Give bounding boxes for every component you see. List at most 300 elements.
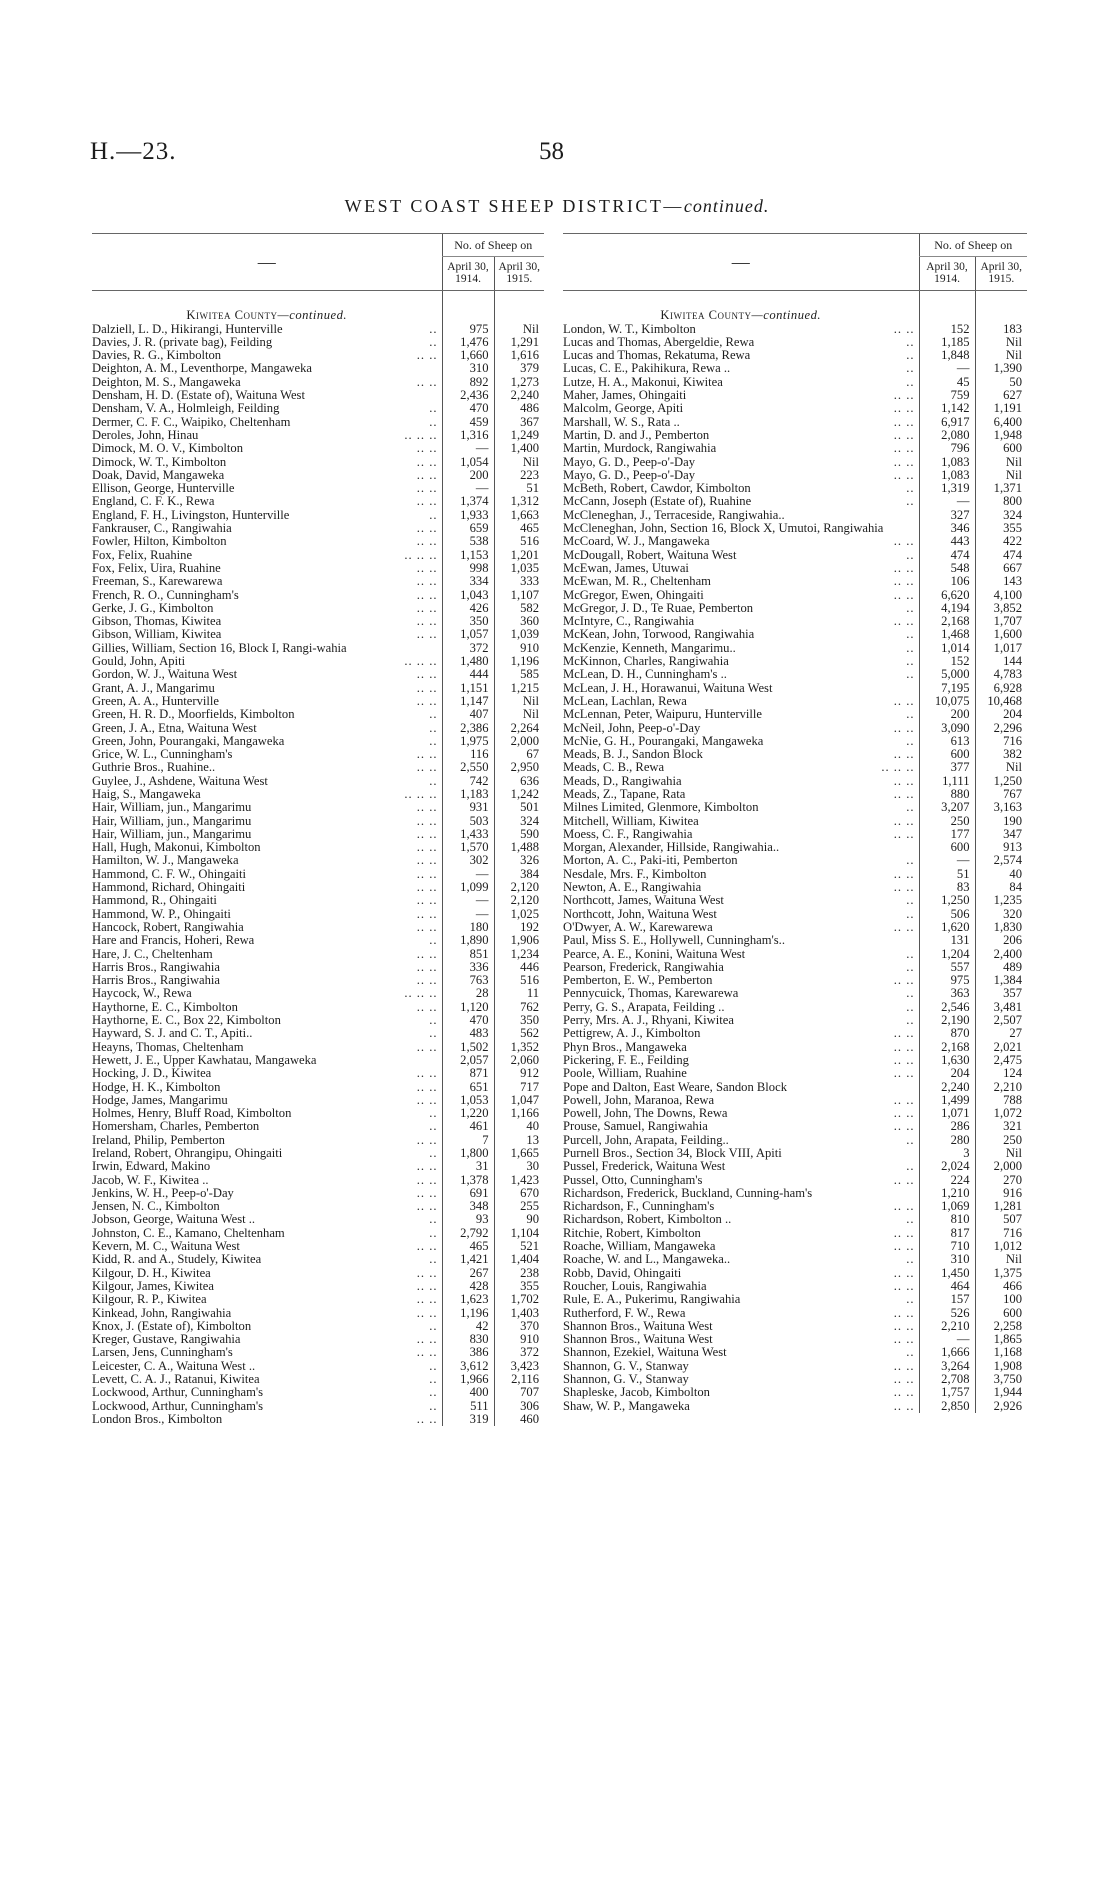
sheep-count-1915: Nil bbox=[522, 707, 539, 722]
owner-cell bbox=[563, 695, 919, 708]
leader-dots: .. bbox=[429, 322, 438, 336]
table-row bbox=[92, 389, 544, 402]
owner-cell bbox=[92, 456, 442, 469]
owner-name: Shannon, G. V., Stanway bbox=[563, 1359, 689, 1373]
owner-cell bbox=[563, 735, 919, 748]
leader-dots: .. .. bbox=[893, 615, 915, 629]
owner-cell bbox=[92, 562, 442, 575]
leader-dots: .. bbox=[906, 907, 915, 921]
owner-cell bbox=[563, 602, 919, 615]
sheep-count-1915: 2,116 bbox=[511, 1372, 539, 1387]
table-row bbox=[563, 1280, 1027, 1293]
owner-cell bbox=[92, 788, 442, 801]
sheep-count-1914: 6,620 bbox=[919, 589, 975, 602]
leader-dots: .. .. bbox=[416, 535, 438, 549]
table-row bbox=[92, 1253, 544, 1266]
owner-name: Shaw, W. P., Mangaweka bbox=[563, 1399, 690, 1413]
owner-name: McKean, John, Torwood, Rangiwahia bbox=[563, 628, 755, 642]
owner-name: Lockwood, Arthur, Cunningham's bbox=[92, 1399, 264, 1413]
leader-dots: .. bbox=[906, 734, 915, 748]
sheep-count-1915: 1,384 bbox=[993, 973, 1022, 988]
table-row bbox=[92, 748, 544, 761]
leader-dots: .. .. bbox=[893, 535, 915, 549]
sheep-count-1915: 4,100 bbox=[993, 587, 1022, 602]
owner-name: Green, J. A., Etna, Waituna West bbox=[92, 721, 257, 735]
sheep-count-1914: 600 bbox=[919, 841, 975, 854]
leader-dots: .. bbox=[429, 1213, 438, 1227]
table-row bbox=[92, 416, 544, 429]
sheep-count-1915: 100 bbox=[1003, 1292, 1022, 1307]
table-row bbox=[92, 1041, 544, 1054]
sheep-count-1914: 1,620 bbox=[919, 921, 975, 934]
sheep-count-1915: 238 bbox=[520, 1265, 539, 1280]
owner-cell bbox=[92, 948, 442, 961]
sheep-count-1914: 2,057 bbox=[442, 1054, 494, 1067]
leader-dots: .. bbox=[429, 1014, 438, 1028]
table-row bbox=[92, 921, 544, 934]
sheep-count-1914: 1,057 bbox=[442, 628, 494, 641]
leader-dots: .. bbox=[906, 854, 915, 868]
owner-name: McLean, Lachlan, Rewa bbox=[563, 694, 687, 708]
owner-cell bbox=[563, 761, 919, 774]
table-row bbox=[92, 1267, 544, 1280]
leader-dots: .. bbox=[429, 721, 438, 735]
sheep-count-1914: 470 bbox=[442, 402, 494, 415]
table-row bbox=[92, 1147, 544, 1160]
table-row bbox=[563, 535, 1027, 548]
owner-cell bbox=[563, 1280, 919, 1293]
table-row bbox=[92, 1134, 544, 1147]
leader-dots: .. bbox=[429, 1226, 438, 1240]
leader-dots: .. .. .. bbox=[404, 655, 438, 669]
owner-cell bbox=[92, 801, 442, 814]
owner-name: Shannon, G. V., Stanway bbox=[563, 1373, 689, 1387]
owner-name: Green, H. R. D., Moorfields, Kimbolton bbox=[92, 708, 295, 722]
table-row bbox=[92, 695, 544, 708]
table-row bbox=[92, 1081, 544, 1094]
table-row bbox=[563, 1267, 1027, 1280]
leader-dots: .. .. .. bbox=[404, 428, 438, 442]
sheep-count-1914: 3,090 bbox=[919, 722, 975, 735]
leader-dots: .. bbox=[906, 1014, 915, 1028]
table-row bbox=[563, 987, 1027, 1000]
owner-cell bbox=[92, 615, 442, 628]
sheep-count-1915: Nil bbox=[522, 321, 539, 336]
owner-name: Dalziell, L. D., Hikirangi, Hunterville bbox=[92, 322, 283, 336]
leader-dots: .. .. bbox=[416, 947, 438, 961]
owner-name: Perry, Mrs. A. J., Rhyani, Kiwitea bbox=[563, 1014, 734, 1028]
sheep-count-1914: 1,142 bbox=[919, 402, 975, 415]
owner-cell bbox=[92, 934, 442, 947]
owner-name: Pearce, A. E., Konini, Waituna West bbox=[563, 947, 746, 961]
owner-name: Lutze, H. A., Makonui, Kiwitea bbox=[563, 375, 723, 389]
owner-name: Pearson, Frederick, Rangiwahia bbox=[563, 960, 724, 974]
table-row bbox=[563, 775, 1027, 788]
sheep-count-1914: 310 bbox=[442, 362, 494, 375]
sheep-count-1914: 2,190 bbox=[919, 1014, 975, 1027]
sheep-count-1915: 2,264 bbox=[510, 720, 539, 735]
owner-cell bbox=[563, 509, 919, 522]
owner-cell bbox=[92, 1267, 442, 1280]
owner-name: Lucas and Thomas, Rekatuma, Rewa bbox=[563, 349, 751, 363]
leader-dots: .. .. bbox=[416, 827, 438, 841]
district-title-suffix: continued. bbox=[683, 196, 770, 216]
sheep-count-1915: 501 bbox=[520, 800, 539, 815]
owner-cell bbox=[563, 389, 919, 402]
table-row bbox=[92, 1120, 544, 1133]
table-row bbox=[563, 682, 1027, 695]
table-row bbox=[563, 323, 1027, 336]
leader-dots: .. bbox=[429, 708, 438, 722]
sheep-count-1914: 131 bbox=[919, 934, 975, 947]
sheep-count-1915: 1,072 bbox=[993, 1106, 1022, 1121]
owner-cell bbox=[563, 908, 919, 921]
sheep-count-1914: 1,071 bbox=[919, 1107, 975, 1120]
table-row bbox=[92, 482, 544, 495]
leader-dots: .. .. bbox=[893, 1399, 915, 1413]
sheep-count-1914: 1,480 bbox=[442, 655, 494, 668]
table-row bbox=[563, 655, 1027, 668]
leader-dots: .. .. bbox=[416, 1040, 438, 1054]
table-row bbox=[92, 815, 544, 828]
table-row bbox=[92, 1094, 544, 1107]
leader-dots: .. .. bbox=[893, 575, 915, 589]
sheep-count-1915: 40 bbox=[1009, 866, 1022, 881]
owner-cell bbox=[563, 1134, 919, 1147]
table-row bbox=[563, 695, 1027, 708]
sheep-count-1915: 370 bbox=[520, 1318, 539, 1333]
year-1915-header: April 30, 1915. bbox=[975, 257, 1027, 291]
leader-dots: .. bbox=[906, 655, 915, 669]
sheep-count-1914: — bbox=[919, 854, 975, 867]
sheep-count-1915: 3,852 bbox=[993, 600, 1022, 615]
owner-name: Davies, J. R. (private bag), Feilding bbox=[92, 335, 273, 349]
leader-dots: .. .. bbox=[893, 442, 915, 456]
owner-cell bbox=[92, 1014, 442, 1027]
owner-cell bbox=[563, 1307, 919, 1320]
sheep-count-1914: 10,075 bbox=[919, 695, 975, 708]
table-row bbox=[92, 1346, 544, 1359]
sheep-count-1914: 3,207 bbox=[919, 801, 975, 814]
sheep-count-1914: 459 bbox=[442, 416, 494, 429]
owner-name: Richardson, F., Cunningham's bbox=[563, 1200, 715, 1214]
sheep-count-1914: 2,168 bbox=[919, 1041, 975, 1054]
owner-cell bbox=[92, 908, 442, 921]
owner-name: Fowler, Hilton, Kimbolton bbox=[92, 535, 227, 549]
leader-dots: .. .. bbox=[893, 721, 915, 735]
sheep-count-1915: 2,120 bbox=[510, 880, 539, 895]
sheep-count-1914: 267 bbox=[442, 1267, 494, 1280]
owner-name: Freeman, S., Karewarewa bbox=[92, 575, 223, 589]
owner-name: McKinnon, Charles, Rangiwahia bbox=[563, 655, 729, 669]
sheep-count-1914: 1,069 bbox=[919, 1200, 975, 1213]
owner-cell bbox=[563, 402, 919, 415]
sheep-count-1915: 1,250 bbox=[993, 773, 1022, 788]
sheep-count-1914: 1,250 bbox=[919, 894, 975, 907]
document-reference: H.—23. bbox=[90, 138, 177, 165]
table-row bbox=[563, 615, 1027, 628]
sheep-count-1915: 1,600 bbox=[993, 627, 1022, 642]
owner-name: Pickering, F. E., Feilding bbox=[563, 1053, 689, 1067]
sheep-count-1914: 1,210 bbox=[919, 1187, 975, 1200]
sheep-count-1915: 51 bbox=[526, 481, 539, 496]
sheep-count-1914: 2,386 bbox=[442, 722, 494, 735]
leader-dots: .. .. bbox=[416, 1240, 438, 1254]
owner-cell bbox=[92, 376, 442, 389]
county-name: Kiwitea County bbox=[186, 308, 278, 323]
leader-dots: .. bbox=[429, 1319, 438, 1333]
leader-dots: .. .. bbox=[893, 588, 915, 602]
owner-name: Pope and Dalton, East Weare, Sandon Block bbox=[563, 1080, 787, 1094]
owner-cell bbox=[563, 1400, 919, 1413]
table-row bbox=[92, 495, 544, 508]
owner-name: Fankrauser, C., Rangiwahia bbox=[92, 522, 232, 536]
sheep-count-1915: 627 bbox=[1003, 388, 1022, 403]
sheep-count-1915: 2,926 bbox=[993, 1398, 1022, 1413]
owner-cell bbox=[563, 708, 919, 721]
owner-cell bbox=[92, 1147, 442, 1160]
leader-dots: .. bbox=[429, 1373, 438, 1387]
owner-name: Richardson, Robert, Kimbolton .. bbox=[563, 1213, 732, 1227]
owner-cell bbox=[563, 416, 919, 429]
owner-cell bbox=[563, 1014, 919, 1027]
sheep-count-1915: 2,240 bbox=[510, 388, 539, 403]
leader-dots: .. bbox=[429, 734, 438, 748]
sheep-count-1914: 851 bbox=[442, 948, 494, 961]
sheep-count-1914: 400 bbox=[442, 1386, 494, 1399]
sheep-count-1915: 4,783 bbox=[993, 667, 1022, 682]
sheep-count-1914: — bbox=[442, 908, 494, 921]
table-row bbox=[563, 1213, 1027, 1226]
sheep-count-1914: — bbox=[919, 362, 975, 375]
sheep-count-1915: 2,475 bbox=[993, 1052, 1022, 1067]
table-row bbox=[563, 1373, 1027, 1386]
owner-cell bbox=[563, 655, 919, 668]
table-row bbox=[563, 349, 1027, 362]
owner-name: Hodge, H. K., Kimbolton bbox=[92, 1080, 221, 1094]
leader-dots: .. .. bbox=[893, 827, 915, 841]
table-row bbox=[563, 761, 1027, 774]
sheep-count-1914: 1,433 bbox=[442, 828, 494, 841]
sheep-count-1915: 1,235 bbox=[993, 893, 1022, 908]
owner-name: Powell, John, The Downs, Rewa bbox=[563, 1107, 728, 1121]
owner-cell bbox=[92, 1200, 442, 1213]
sheep-count-1914: 975 bbox=[919, 974, 975, 987]
leader-dots: .. .. bbox=[416, 1306, 438, 1320]
sheep-count-1914: 428 bbox=[442, 1280, 494, 1293]
sheep-count-1914: 407 bbox=[442, 708, 494, 721]
sheep-count-1915: 1,404 bbox=[510, 1252, 539, 1267]
owner-name: Meads, D., Rangiwahia bbox=[563, 774, 682, 788]
leader-dots: .. .. bbox=[416, 442, 438, 456]
sheep-count-1915: 1,273 bbox=[510, 374, 539, 389]
sheep-count-1914: 1,111 bbox=[919, 775, 975, 788]
leader-dots: .. bbox=[906, 987, 915, 1001]
sheep-count-1914: 659 bbox=[442, 522, 494, 535]
table-row bbox=[563, 549, 1027, 562]
table-row bbox=[92, 1373, 544, 1386]
owner-cell bbox=[563, 1200, 919, 1213]
leader-dots: .. .. bbox=[416, 522, 438, 536]
table-row bbox=[563, 841, 1027, 854]
owner-cell bbox=[563, 535, 919, 548]
owner-name: Moess, C. F., Rangiwahia bbox=[563, 827, 693, 841]
owner-cell bbox=[563, 841, 919, 854]
owner-cell bbox=[563, 921, 919, 934]
leader-dots: .. .. bbox=[893, 1319, 915, 1333]
table-row bbox=[563, 801, 1027, 814]
sheep-count-1914: 1,421 bbox=[442, 1253, 494, 1266]
sheep-count-1914: 1,204 bbox=[919, 948, 975, 961]
leader-dots: .. .. bbox=[893, 1306, 915, 1320]
table-row bbox=[563, 788, 1027, 801]
leader-dots: .. .. bbox=[416, 1080, 438, 1094]
sheep-count-1914: 870 bbox=[919, 1027, 975, 1040]
sheep-count-1915: 600 bbox=[1003, 441, 1022, 456]
sheep-count-1914: 3,264 bbox=[919, 1360, 975, 1373]
sheep-count-1914: 830 bbox=[442, 1333, 494, 1346]
leader-dots: .. bbox=[906, 628, 915, 642]
owner-cell bbox=[563, 456, 919, 469]
owner-cell bbox=[92, 1120, 442, 1133]
owner-cell bbox=[92, 642, 442, 655]
owner-name: Hewett, J. E., Upper Kawhatau, Mangaweka bbox=[92, 1053, 317, 1067]
table-row bbox=[563, 1001, 1027, 1014]
table-row bbox=[563, 416, 1027, 429]
owner-cell bbox=[563, 495, 919, 508]
sheep-count-1914: 1,185 bbox=[919, 336, 975, 349]
leader-dots: .. .. bbox=[893, 1226, 915, 1240]
sheep-count-1914: 444 bbox=[442, 668, 494, 681]
table-row bbox=[563, 402, 1027, 415]
leader-dots: .. .. bbox=[893, 322, 915, 336]
sheep-count-1914: — bbox=[442, 868, 494, 881]
owner-name: Knox, J. (Estate of), Kimbolton bbox=[92, 1319, 252, 1333]
sheep-count-1915: 1,104 bbox=[510, 1225, 539, 1240]
sheep-count-1915: Nil bbox=[1005, 348, 1022, 363]
table-row bbox=[563, 735, 1027, 748]
sheep-count-1915: 2,950 bbox=[510, 760, 539, 775]
owner-cell bbox=[92, 549, 442, 562]
owner-name: McNie, G. H., Pourangaki, Mangaweka bbox=[563, 734, 764, 748]
owner-cell bbox=[92, 1280, 442, 1293]
sheep-count-1914: 796 bbox=[919, 442, 975, 455]
owner-cell bbox=[92, 1174, 442, 1187]
sheep-count-1914: 1,054 bbox=[442, 456, 494, 469]
sheep-count-1914: 892 bbox=[442, 376, 494, 389]
leader-dots: .. .. bbox=[416, 1346, 438, 1360]
sheep-count-1915: 2,574 bbox=[993, 853, 1022, 868]
sheep-count-1915: Nil bbox=[1005, 454, 1022, 469]
leader-dots: .. .. bbox=[893, 787, 915, 801]
sheep-count-1915: 762 bbox=[520, 999, 539, 1014]
owner-cell bbox=[92, 655, 442, 668]
sheep-count-1915: 143 bbox=[1003, 574, 1022, 589]
sheep-count-1915: 474 bbox=[1003, 547, 1022, 562]
leader-dots: .. .. bbox=[416, 974, 438, 988]
leader-dots: .. .. bbox=[416, 694, 438, 708]
owner-cell bbox=[92, 482, 442, 495]
owner-name: McBeth, Robert, Cawdor, Kimbolton bbox=[563, 482, 751, 496]
owner-cell bbox=[92, 509, 442, 522]
leader-dots: .. .. bbox=[416, 668, 438, 682]
owner-cell bbox=[92, 495, 442, 508]
owner-cell bbox=[563, 1094, 919, 1107]
owner-cell bbox=[563, 1253, 919, 1266]
owner-cell bbox=[92, 535, 442, 548]
table-row bbox=[92, 522, 544, 535]
sheep-count-1915: 1,025 bbox=[510, 906, 539, 921]
sheep-count-1914: 51 bbox=[919, 868, 975, 881]
sheep-count-1914: 2,546 bbox=[919, 1001, 975, 1014]
owner-name: Hamilton, W. J., Mangaweka bbox=[92, 854, 239, 868]
sheep-count-header: No. of Sheep on bbox=[442, 234, 544, 257]
sheep-count-1915: 50 bbox=[1009, 374, 1022, 389]
leader-dots: .. bbox=[906, 601, 915, 615]
owner-name: Shapleske, Jacob, Kimbolton bbox=[563, 1386, 710, 1400]
sheep-count-1914: 280 bbox=[919, 1134, 975, 1147]
owner-name: McLean, D. H., Cunningham's .. bbox=[563, 668, 727, 682]
sheep-count-1915: 507 bbox=[1003, 1212, 1022, 1227]
owner-name: Ireland, Philip, Pemberton bbox=[92, 1133, 225, 1147]
owner-cell bbox=[563, 1333, 919, 1346]
owner-name: Hammond, C. F. W., Ohingaiti bbox=[92, 867, 246, 881]
owner-name: Jensen, N. C., Kimbolton bbox=[92, 1200, 220, 1214]
leader-dots: .. .. bbox=[416, 375, 438, 389]
table-row bbox=[92, 402, 544, 415]
owner-name: Gibson, Thomas, Kiwitea bbox=[92, 615, 222, 629]
table-row bbox=[92, 1360, 544, 1373]
leader-dots: .. .. bbox=[416, 894, 438, 908]
leader-dots: .. bbox=[906, 960, 915, 974]
table-row bbox=[563, 469, 1027, 482]
table-row bbox=[92, 934, 544, 947]
sheep-count-1915: 1,403 bbox=[510, 1305, 539, 1320]
sheep-count-1914: 1,183 bbox=[442, 788, 494, 801]
owner-cell bbox=[92, 522, 442, 535]
leader-dots: .. .. bbox=[416, 1333, 438, 1347]
owner-name: England, C. F. K., Rewa bbox=[92, 495, 215, 509]
owner-cell bbox=[563, 1120, 919, 1133]
owner-name: Gordon, W. J., Waituna West bbox=[92, 668, 238, 682]
sheep-count-1915: 1,107 bbox=[510, 587, 539, 602]
owner-cell bbox=[563, 562, 919, 575]
sheep-count-1914: 975 bbox=[442, 323, 494, 336]
owner-name: London, W. T., Kimbolton bbox=[563, 322, 696, 336]
leader-dots: .. bbox=[906, 708, 915, 722]
sheep-count-1915: 1,312 bbox=[510, 494, 539, 509]
sheep-count-1915: 912 bbox=[520, 1066, 539, 1081]
owner-name: London Bros., Kimbolton bbox=[92, 1412, 223, 1426]
sheep-count-1914: 250 bbox=[919, 815, 975, 828]
owner-cell bbox=[92, 1187, 442, 1200]
sheep-count-1915: 347 bbox=[1003, 826, 1022, 841]
year-1915-header: April 30, 1915. bbox=[494, 257, 544, 291]
owner-name: Fox, Felix, Ruahine bbox=[92, 548, 193, 562]
owner-name: Grice, W. L., Cunningham's bbox=[92, 748, 233, 762]
owner-cell bbox=[563, 1346, 919, 1359]
owner-cell bbox=[92, 1134, 442, 1147]
owner-cell bbox=[563, 1373, 919, 1386]
owner-cell bbox=[92, 1240, 442, 1253]
sheep-count-1915: 1,047 bbox=[510, 1092, 539, 1107]
owner-cell bbox=[92, 1160, 442, 1173]
sheep-count-1915: 1,400 bbox=[510, 441, 539, 456]
owner-name: Kidd, R. and A., Studely, Kiwitea bbox=[92, 1253, 262, 1267]
table-row bbox=[563, 828, 1027, 841]
sheep-count-1915: 379 bbox=[520, 361, 539, 376]
sheep-count-1915: 717 bbox=[520, 1079, 539, 1094]
